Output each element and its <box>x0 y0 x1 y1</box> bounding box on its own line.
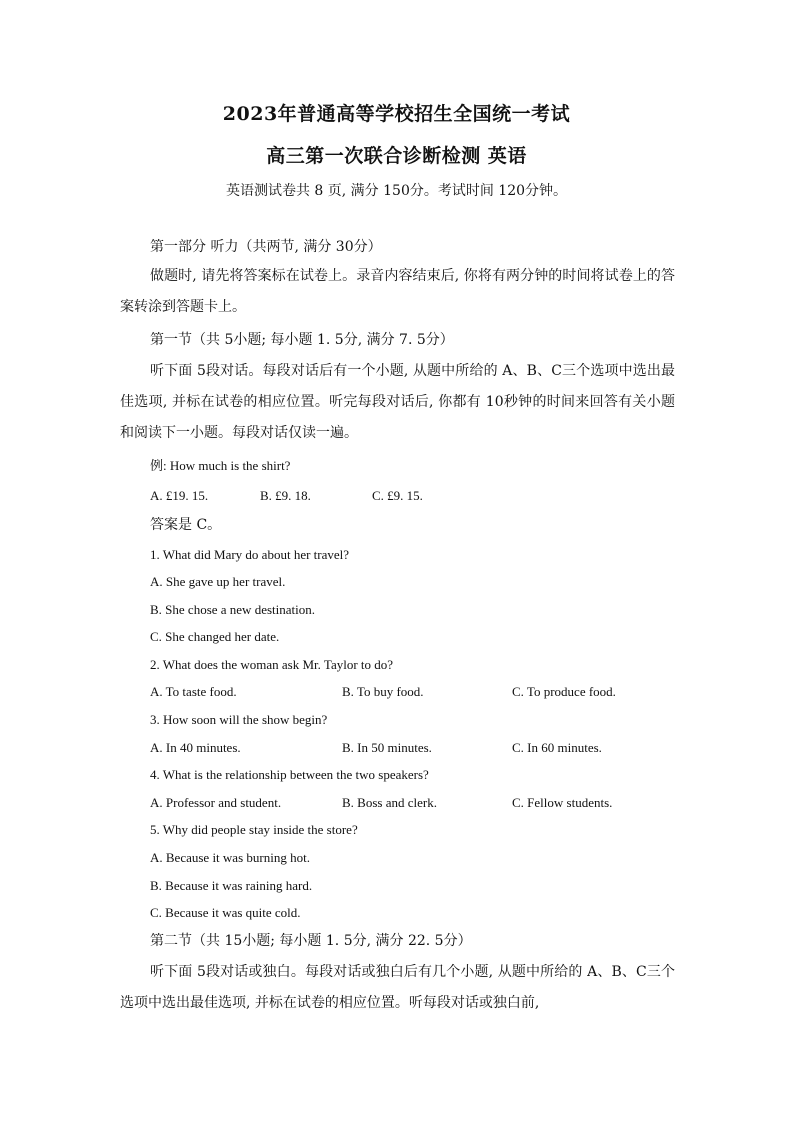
example-option-b: B. £9. 18. <box>260 488 311 503</box>
question-3-option-a: A. In 40 minutes. <box>150 740 241 755</box>
example-question: 例: How much is the shirt? <box>150 458 291 473</box>
question-4-option-b: B. Boss and clerk. <box>342 795 437 810</box>
part1-instruction: 做题时, 请先将答案标在试卷上。录音内容结束后, 你将有两分钟的时间将试卷上的答案转涂到答题卡上。 <box>120 268 675 315</box>
example-answer: 答案是 C。 <box>150 517 222 533</box>
part1-heading: 第一部分 听力（共两节, 满分 30分） <box>150 239 382 255</box>
question-4-stem: 4. What is the relationship between the two speakers? <box>150 767 429 782</box>
question-1-option-a: A. She gave up her travel. <box>150 574 286 589</box>
question-3-option-b: B. In 50 minutes. <box>342 740 432 755</box>
question-1-option-c: C. She changed her date. <box>150 629 280 644</box>
section2-instruction: 听下面 5段对话或独白。每段对话或独白后有几个小题, 从题中所给的 A、B、C三个选项中选出最佳选项, 并标在试卷的相应位置。听每段对话或独白前, <box>120 964 675 1011</box>
question-3-option-c: C. In 60 minutes. <box>512 740 602 755</box>
section2-heading: 第二节（共 15小题; 每小题 1. 5分, 满分 22. 5分） <box>150 933 472 949</box>
example-option-a: A. £19. 15. <box>150 488 209 503</box>
question-1-option-b: B. She chose a new destination. <box>150 602 315 617</box>
question-2-stem: 2. What does the woman ask Mr. Taylor to do? <box>150 657 394 672</box>
question-1-stem: 1. What did Mary do about her travel? <box>150 547 350 562</box>
question-4-option-a: A. Professor and student. <box>150 795 282 810</box>
question-4-option-c: C. Fellow students. <box>512 795 613 810</box>
exam-info: 英语测试卷共 8 页, 满分 150分。考试时间 120分钟。 <box>225 183 568 199</box>
question-2-option-c: C. To produce food. <box>512 684 616 699</box>
question-5-option-b: B. Because it was raining hard. <box>150 878 313 893</box>
question-5-stem: 5. Why did people stay inside the store? <box>150 822 358 837</box>
question-2-option-b: B. To buy food. <box>342 684 424 699</box>
section1-instruction: 听下面 5段对话。每段对话后有一个小题, 从题中所给的 A、B、C三个选项中选出最佳选项, 并标在试卷的相应位置。听完每段对话后, 你都有 10秒钟的时间来回答有关小题和阅读下一小题。每段对话仅读一遍。 <box>120 363 675 441</box>
question-2-option-a: A. To taste food. <box>150 684 237 699</box>
example-option-c: C. £9. 15. <box>372 488 423 503</box>
exam-title: 2023年普通高等学校招生全国统一考试 <box>222 103 571 125</box>
question-5-option-a: A. Because it was burning hot. <box>150 850 310 865</box>
question-5-option-c: C. Because it was quite cold. <box>150 905 301 920</box>
section1-heading: 第一节（共 5小题; 每小题 1. 5分, 满分 7. 5分） <box>150 332 454 348</box>
question-3-stem: 3. How soon will the show begin? <box>150 712 328 727</box>
exam-subtitle-title: 高三第一次联合诊断检测 英语 <box>266 145 527 167</box>
